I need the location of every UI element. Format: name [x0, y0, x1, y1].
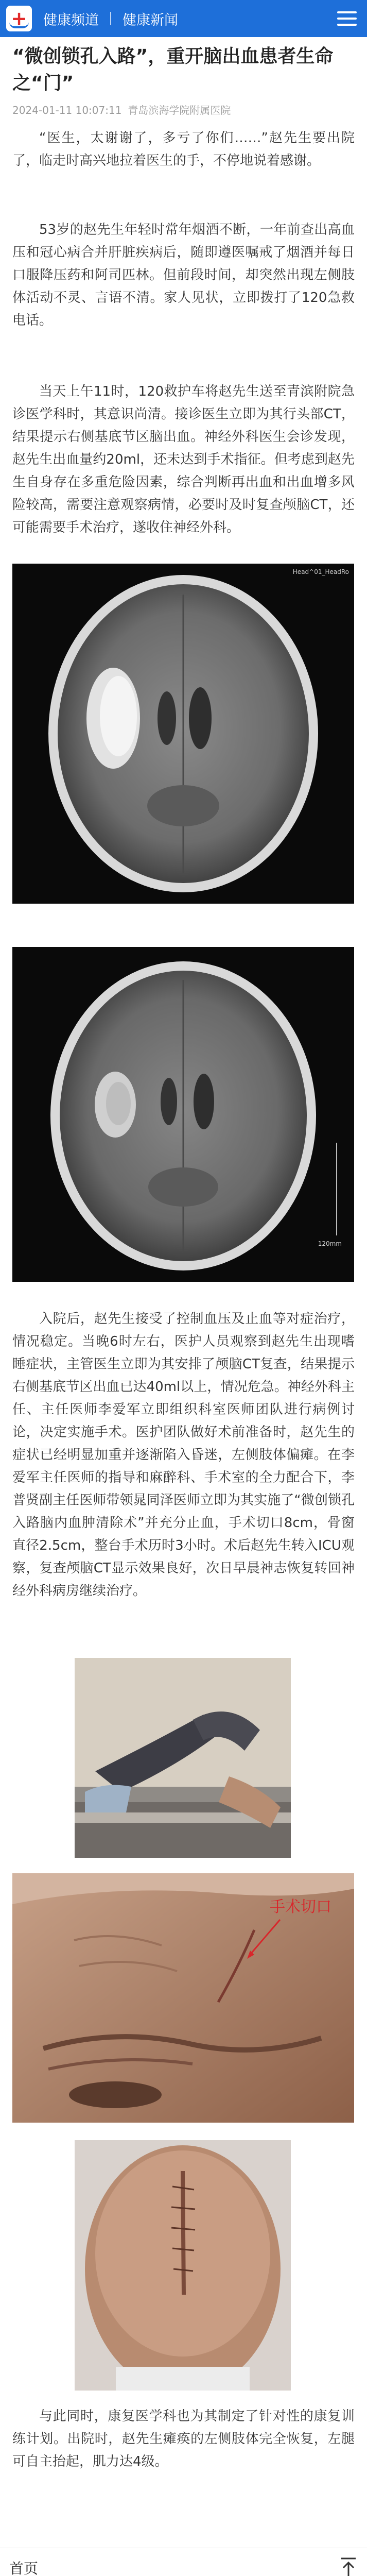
article-meta — [12, 102, 237, 117]
hamburger-menu-icon[interactable] — [337, 11, 357, 26]
incision-label: 手术切口 — [270, 1898, 331, 1916]
top-navigation-bar — [0, 0, 367, 37]
nav-health-channel[interactable]: 健康频道 — [43, 12, 99, 28]
surgical-incision-photo — [12, 1873, 354, 2123]
publish-date: 2024-01-11 10:07:11 — [12, 104, 122, 116]
bottom-bar — [0, 2548, 367, 2576]
article-paragraph: 53岁的赵先生年轻时常年烟酒不断，一年前查出高血压和冠心病合并肝脏疾病后，随即遵医嘱戒了烟酒并每日口服降压药和阿司匹林。但前段时间，却突然出现左侧肢体活动不灵、言语不清。家人见状，立即拨打了120急救电话。 — [12, 222, 355, 328]
ct-scan-image — [12, 564, 354, 904]
article-paragraph: “医生，太谢谢了，多亏了你们……”赵先生要出院了，临走时高兴地拉着医生的手，不停地说着感谢。 — [12, 130, 355, 168]
article-source: 青岛滨海学院附属医院 — [128, 104, 231, 116]
ct-scan-caption: Head^01_HeadRo — [292, 568, 349, 575]
nav-divider — [110, 12, 111, 25]
article-paragraph: 当天上午11时，120救护车将赵先生送至青滨附院急诊医学科时，其意识尚清。接诊医生立即为其行头部CT，结果提示右侧基底节区脑出血。神经外科医生会诊发现，赵先生出血量约20ml，还未达到手术指征。但考虑到赵先生自身存在多重危险因素，综合判断再出血和出血增多风险较高，需要注意观察病情，必要时及时复查颅脑CT，还可能需要手术治疗，遂收住神经外科。 — [12, 384, 355, 535]
head-scar-photo — [75, 2140, 291, 2391]
back-to-top-icon[interactable] — [338, 2555, 359, 2576]
home-link[interactable]: 首页 — [9, 2560, 39, 2576]
article-title: “微创锁孔入路”，重开脑出血患者生命之“门” — [12, 46, 334, 94]
patient-leg-raise-photo — [75, 1658, 291, 1858]
health-cross-logo-icon[interactable]: + — [6, 6, 32, 31]
article-paragraph: 入院后，赵先生接受了控制血压及止血等对症治疗，情况稳定。当晚6时左右，医护人员观察到赵先生出现嗜睡症状，主管医生立即为其安排了颅脑CT复查，结果提示右侧基底节区出血已达40ml以上，情况危急。神经外科主任、主任医师李爱军立即组织科室医师团队进行病例讨论，决定实施手术。医护团队做好术前准备时，赵先生的症状已经明显加重并逐渐陷入昏迷，左侧肢体偏瘫。在李爱军主任医师的指导和麻醉科、手术室的全力配合下，李普贤副主任医师带领晁同泽医师立即为其实施了“微创锁孔入路脑内血肿清除术”并充分止血，手术切口8cm，骨窗直径2.5cm，整台手术历时3小时。术后赵先生转入ICU观察，复查颅脑CT显示效果良好，次日早晨神志恢复转回神经外科病房继续治疗。 — [12, 1311, 355, 1599]
ct-scan-image — [12, 947, 354, 1282]
article-paragraph: 与此同时，康复医学科也为其制定了针对性的康复训练计划。出院时，赵先生瘫痪的左侧肢体完全恢复，左腿可自主抬起，肌力达4级。 — [12, 2409, 355, 2469]
ct-scan-caption: 120mm — [318, 1240, 342, 1247]
nav-health-news[interactable]: 健康新闻 — [123, 12, 178, 28]
